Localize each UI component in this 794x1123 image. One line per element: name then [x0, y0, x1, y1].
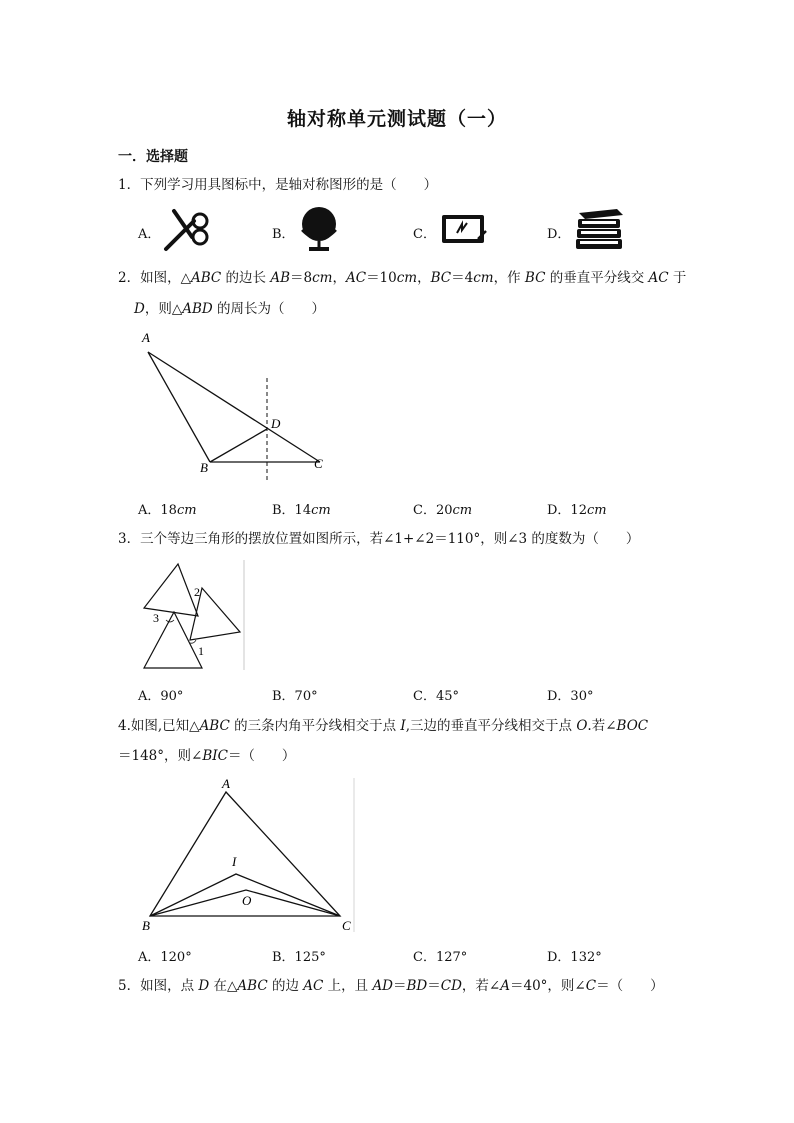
segment-bd [210, 429, 267, 462]
books-icon [573, 205, 627, 251]
q4-option-d: D．132° [547, 950, 602, 965]
q3-triangles-figure [138, 558, 248, 674]
angle-2-label: 2 [194, 585, 200, 599]
section-heading: 一．选择题 [118, 149, 188, 165]
label-b: B [142, 918, 150, 933]
q2-option-a: A．18cm [138, 503, 197, 518]
q2-option-c: C．20cm [413, 503, 473, 518]
question-1-text: 1．下列学习用具图标中，是轴对称图形的是（ ） [118, 177, 438, 193]
q1-option-a-label: A． [138, 227, 161, 242]
q1-option-b-label: B． [272, 227, 295, 242]
label-c: C [314, 456, 323, 471]
label-c: C [342, 918, 351, 933]
label-d: D [271, 416, 281, 431]
angle-3-label: 3 [153, 611, 159, 625]
q4-triangle-figure [136, 774, 366, 936]
page-title: 轴对称单元测试题（一） [286, 108, 507, 130]
label-i: I [232, 854, 237, 869]
question-4-line-2: ＝148°，则∠BIC＝（ ） [118, 748, 296, 764]
label-b: B [200, 460, 208, 475]
q4-option-c: C．127° [413, 950, 468, 965]
blackboard-icon [440, 213, 488, 247]
segment-ab [148, 352, 210, 462]
q2-option-b: B．14cm [272, 503, 331, 518]
triangle-top [144, 564, 198, 616]
q3-option-c: C．45° [413, 689, 459, 704]
angle-1-label: 1 [198, 644, 204, 658]
question-5-text: 5．如图，点 D 在△ABC 的边 AC 上，且 AD＝BD＝CD，若∠A＝40°，则∠C＝（ ） [118, 978, 664, 994]
q1-option-d-label: D． [547, 227, 571, 242]
globe-icon [296, 204, 342, 252]
question-3-text: 3．三个等边三角形的摆放位置如图所示，若∠1+∠2＝110°，则∠3 的度数为（ ） [118, 531, 640, 547]
q2-option-d: D．12cm [547, 503, 607, 518]
q3-option-d: D．30° [547, 689, 594, 704]
segment-ac [148, 352, 320, 462]
label-o: O [242, 893, 252, 908]
q4-option-a: A．120° [138, 950, 192, 965]
q1-option-c-label: C． [413, 227, 436, 242]
question-2-line-2: D，则△ABD 的周长为（ ） [134, 301, 326, 317]
scissors-icon [162, 207, 212, 253]
question-4-line-1: 4.如图,已知△ABC 的三条内角平分线相交于点 I,三边的垂直平分线相交于点 O.若∠BOC [118, 718, 649, 734]
label-a: A [142, 330, 150, 345]
label-a: A [222, 776, 230, 791]
q3-option-a: A．90° [138, 689, 184, 704]
question-2-line-1: 2．如图，△ABC 的边长 AB＝8cm，AC＝10cm，BC＝4cm，作 BC 的垂直平分线交 AC 于 [118, 270, 687, 286]
q2-triangle-figure [130, 326, 340, 486]
q4-option-b: B．125° [272, 950, 326, 965]
q3-option-b: B．70° [272, 689, 318, 704]
